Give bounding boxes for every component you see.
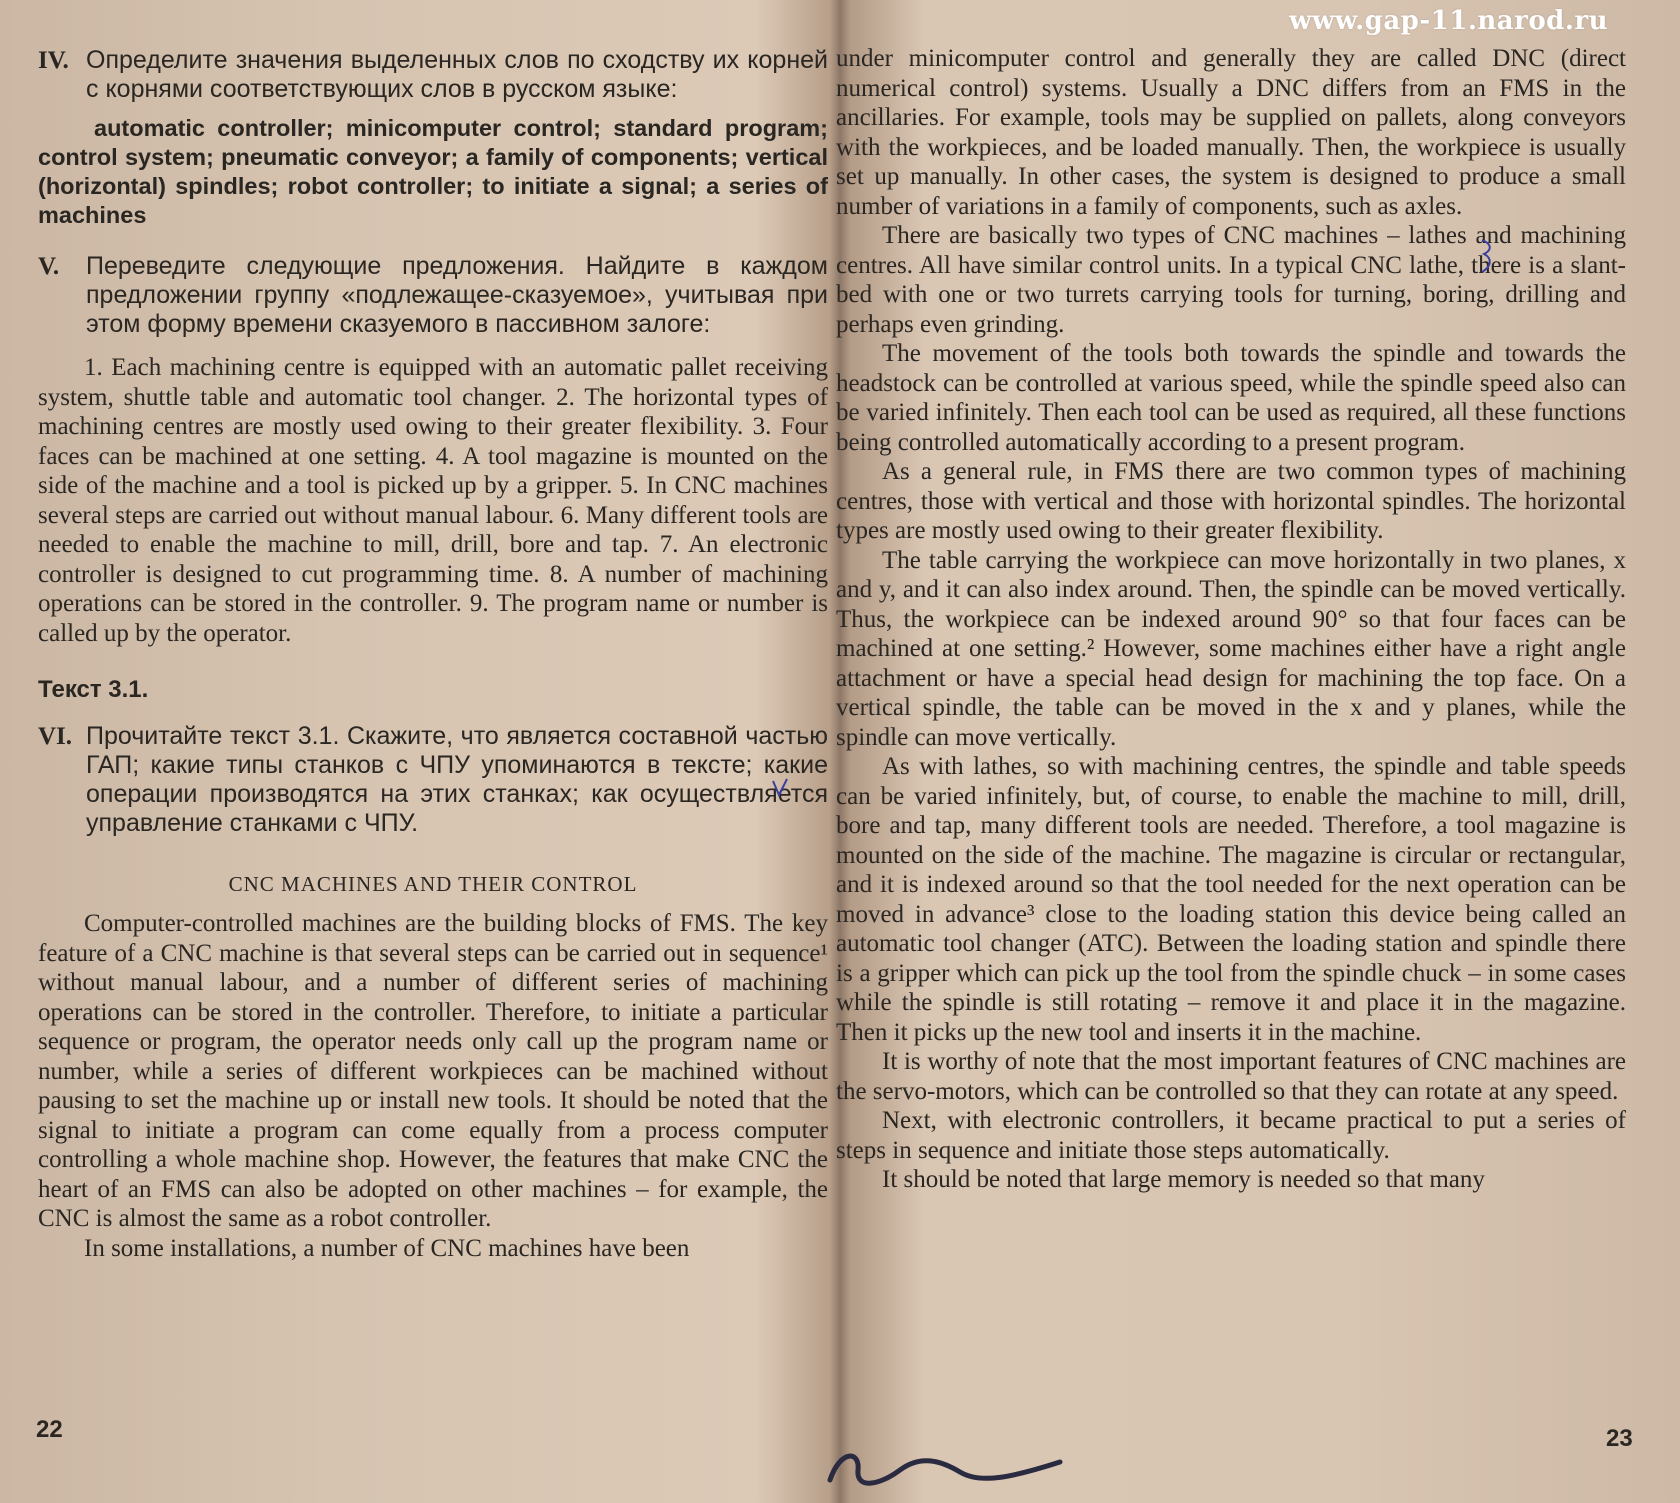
exercise-6-instruction: Прочитайте текст 3.1. Скажите, что является составной частью ГАП; какие типы станков с ЧПУ упоминаются в тексте; какие операции производятся на этих станках; как осуществляется управление станками с ЧПУ.: [86, 722, 828, 837]
watermark: www.gap-11.narod.ru: [1289, 6, 1608, 36]
exercise-4: [38, 46, 828, 104]
page-number-left: 22: [36, 1416, 63, 1443]
right-paragraph-7: It is worthy of note that the most important features of CNC machines are the servo-motors, which can be controlled so that they can rotate at any speed.: [836, 1048, 1626, 1105]
exercise-5: [38, 252, 828, 339]
exercise-4-instruction: Определите значения выделенных слов по сходству их корней с корнями соответствующих слов в русском языке:: [86, 46, 828, 103]
pen-scribble-mark: [820, 1440, 1080, 1490]
left-paragraph-2: In some installations, a number of CNC machines have been: [84, 1234, 690, 1262]
exercise-6: [38, 722, 828, 838]
right-paragraph-3: The movement of the tools both towards the spindle and towards the headstock can be controlled at various speed, while the spindle speed also can be varied infinitely. Then each tool can be used as required, all these functions being controlled automatically according to a present program.: [836, 340, 1626, 456]
exercise-4-number: IV.: [38, 47, 69, 74]
left-page: [38, 44, 828, 1263]
page-number-right: 23: [1606, 1425, 1633, 1452]
right-paragraph-6: As with lathes, so with machining centres, the spindle and table speeds can be varied infinitely, but, of course, to enable the machine to mill, drill, bore and tap, many different tools are needed. Therefore, a tool magazine is mounted on the side of the machine. The magazine is circular or rectangular, and it is indexed around so that the tool needed for the next operation can be moved in advance³ close to the loading station this device being called an automatic tool changer (ATC). Between the loading station and spindle there is a gripper which can pick up the tool from the spindle chuck – in some cases while the spindle is still rotating – remove it and place it in the magazine. Then it picks up the new tool and inserts it in the machine.: [836, 753, 1626, 1046]
exercise-5-instruction: Переведите следующие предложения. Найдите в каждом предложении группу «подлежащее-сказуемое», учитывая при этом форму времени сказуемого в пассивном залоге:: [86, 252, 828, 338]
right-paragraph-9: It should be noted that large memory is needed so that many: [882, 1166, 1485, 1193]
exercise-4-words: automatic controller; minicomputer control; standard program; control system; pneumatic conveyor; a family of components; vertical (horizontal) spindles; robot controller; to initiate a signal; a series of machines: [38, 115, 828, 228]
exercise-5-number: V.: [38, 253, 60, 280]
right-page: [836, 44, 1626, 1195]
pen-bracket-mark: [1478, 236, 1498, 276]
pen-tick-mark: [770, 775, 790, 799]
article-title: CNC MACHINES AND THEIR CONTROL: [228, 872, 638, 896]
right-paragraph-5: The table carrying the workpiece can move horizontally in two planes, x and y, and it can also index around. Then, the spindle can be moved vertically. Thus, the workpiece can be indexed around 90° so that four faces can be machined at one setting.² However, some machines either have a right angle attachment or have a special head design for machining the top face. On a vertical spindle, the table can be moved in the x and y planes, while the spindle can move vertically.: [836, 546, 1626, 751]
text-heading: Текст 3.1.: [38, 676, 149, 703]
left-paragraph-1: Computer-controlled machines are the building blocks of FMS. The key feature of a CNC machine is that several steps can be carried out in sequence¹ without manual labour, and a number of different series of machining operations can be stored in the controller. Therefore, to initiate a particular sequence or program, the operator needs only call up the program name or number, while a series of different workpieces can be machined without pausing to set the machine up or install new tools. It should be noted that the signal to initiate a program can come equally from a process computer controlling a whole machine shop. However, the features that make CNC the heart of an FMS can also be adopted on other machines – for example, the CNC is almost the same as a robot controller.: [38, 910, 828, 1232]
exercise-5-sentences: 1. Each machining centre is equipped with an automatic pallet receiving system, shuttle table and automatic tool changer. 2. The horizontal types of machining centres are mostly used owing to their greater flexibility. 3. Four faces can be machined at one setting. 4. A tool magazine is mounted on the side of the machine and a tool is picked up by a gripper. 5. In CNC machines several steps are carried out without manual labour. 6. Many different tools are needed to enable the machine to mill, drill, bore and tap. 7. An electronic controller is designed to cut programming time. 8. A number of machining operations can be stored in the controller. 9. The program name or number is called up by the operator.: [38, 354, 828, 647]
right-paragraph-1: under minicomputer control and generally they are called DNC (direct numerical control) systems. Usually a DNC differs from an FMS in the ancillaries. For example, tools may be supplied on pallets, along conveyors with the workpieces, and be loaded manually. Then, the workpiece is usually set up manually. In other cases, the system is designed to produce a small number of variations in a family of components, such as axles.: [836, 45, 1626, 220]
right-paragraph-2: There are basically two types of CNC machines – lathes and machining centres. All have similar control units. In a typical CNC lathe, there is a slant-bed with one or two turrets carrying tools for turning, boring, drilling and perhaps even grinding.: [836, 222, 1626, 338]
right-paragraph-8: Next, with electronic controllers, it became practical to put a series of steps in sequence and initiate those steps automatically.: [836, 1107, 1626, 1164]
right-paragraph-4: As a general rule, in FMS there are two common types of machining centres, those with vertical and those with horizontal spindles. The horizontal types are mostly used owing to their greater flexibility.: [836, 458, 1626, 544]
exercise-6-number: VI.: [38, 723, 73, 750]
